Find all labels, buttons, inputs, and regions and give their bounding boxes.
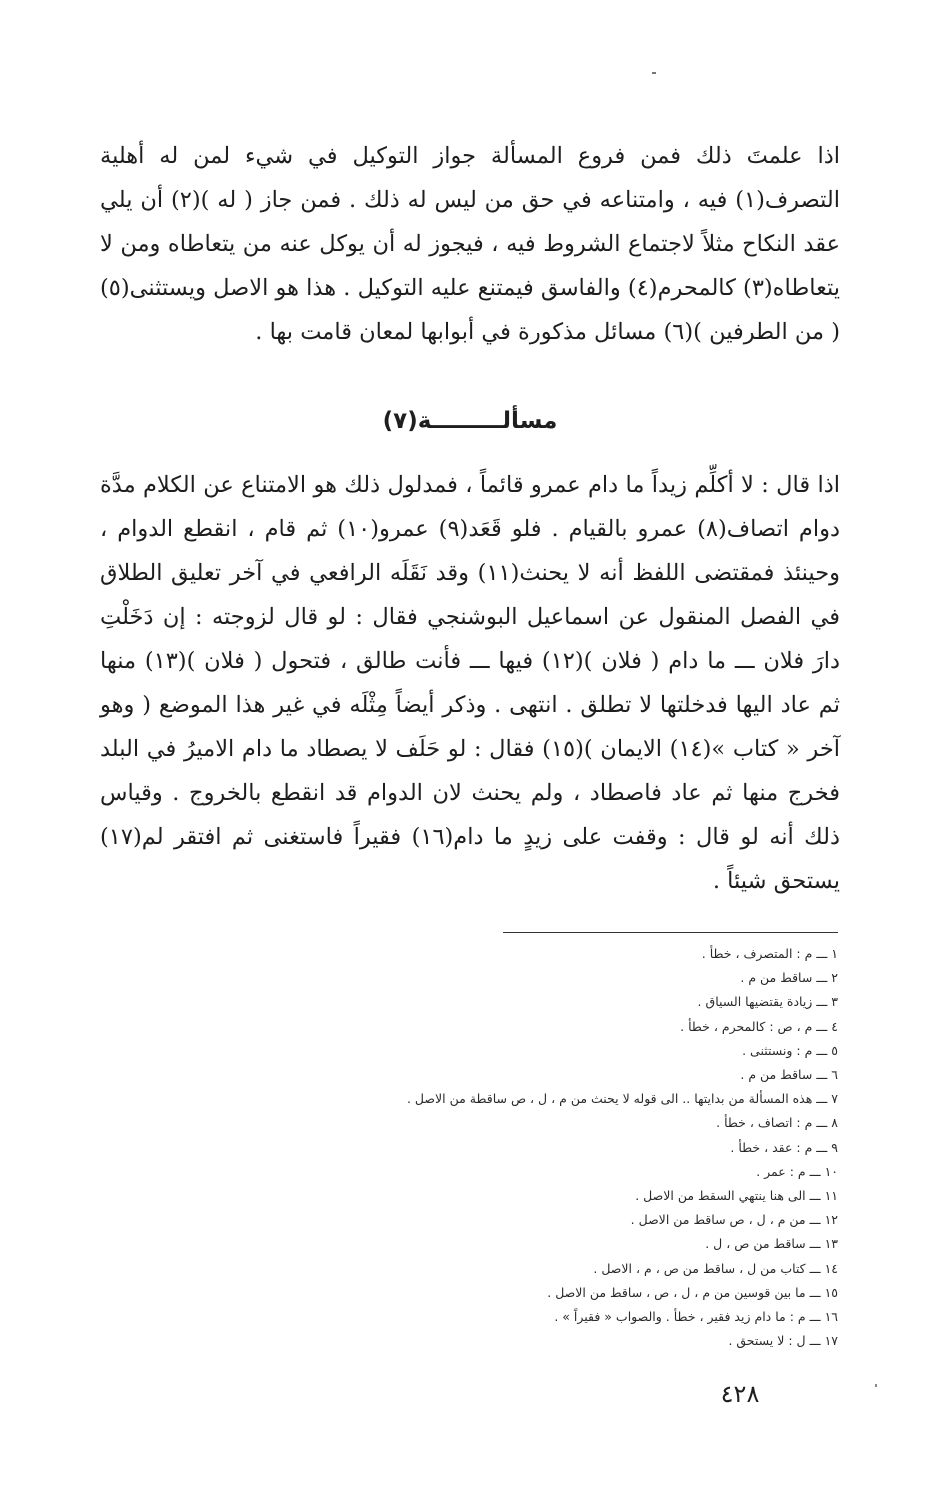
footnote-item: ١٧ ـــ ل : لا يستحق . bbox=[728, 1333, 838, 1349]
footnote-item: ١٠ ـــ م : عمر . bbox=[756, 1163, 838, 1179]
footnote-item: ٤ ـــ م ، ص : كالمحرم ، خطأ . bbox=[680, 1018, 838, 1034]
page-number: ٤٢٨ bbox=[720, 1380, 760, 1408]
footnote-item: ٥ ـــ م : ونستثنى . bbox=[742, 1042, 838, 1058]
footnote-item: ١ ـــ م : المتصرف ، خطأ . bbox=[701, 946, 838, 961]
footnote-item: ٣ ـــ زيادة يقتضيها السياق . bbox=[697, 994, 838, 1010]
footnote-item: ٧ ـــ هذه المسألة من بدايتها .. الى قوله لا يحنث من م ، ل ، ص ساقطة من الاصل . bbox=[406, 1091, 838, 1107]
body-paragraph-1: اذا علمتَ ذلك فمن فروع المسألة جواز التوكيل في شيء لمن له أهلية التصرف(١) فيه ، وامتناعه في حق من ليس له ذلك . فمن جاز ( له )(٢) أن يلي عقد النكاح مثلاً لاجتماع الشروط فيه ، فيجوز له أن يوكل عنه من يتعاطاه ومن لا يتعاطاه(٣) كالمحرم(٤) والفاسق فيمتنع عليه التوكيل . هذا هو الاصل ويستثنى(٥) ( من الطرفين )(٦) مسائل مذكورة في أبوابها لمعان قامت بها . bbox=[100, 143, 840, 345]
footnote-item: ١٤ ـــ كتاب من ل ، ساقط من ص ، م ، الاصل . bbox=[593, 1260, 838, 1276]
footnote-item: ٦ ـــ ساقط من م . bbox=[740, 1067, 838, 1083]
footnote-separator bbox=[503, 932, 838, 933]
section-heading: مسألـــــــــة(٧) bbox=[382, 408, 558, 434]
footnote-item: ١٥ ـــ ما بين قوسين من م ، ل ، ص ، ساقط من الاصل . bbox=[547, 1284, 838, 1300]
footnotes-list bbox=[278, 942, 838, 1353]
footnote-item: ٩ ـــ م : عقد ، خطأ . bbox=[730, 1139, 838, 1155]
footnote-item: ١٣ ـــ ساقط من ص ، ل . bbox=[705, 1236, 838, 1252]
footnote-item: ١٦ ـــ م : ما دام زيد فقير ، خطأ . والصواب « فقيراً » . bbox=[554, 1309, 838, 1325]
scan-speck bbox=[875, 1384, 877, 1387]
body-paragraph-2: اذا قال : لا أكلِّم زيداً ما دام عمرو قائماً ، فمدلول ذلك هو الامتناع عن الكلام مدَّة دوام اتصاف(٨) عمرو بالقيام . فلو قَعَد(٩) عمرو(١٠) ثم قام ، انقطع الدوام ، وحينئذ فمقتضى اللفظ أنه لا يحنث(١١) وقد نَقَلَه الرافعي في آخر تعليق الطلاق في الفصل المنقول عن اسماعيل البوشنجي فقال : لو قال لزوجته : إن دَخَلْتِ دارَ فلان ـــ ما دام ( فلان )(١٢) فيها ـــ فأنت طالق ، فتحول ( فلان )(١٣) منها ثم عاد اليها فدخلتها لا تطلق . انتهى . وذكر أيضاً مِثْلَه في غير هذا الموضع ( وهو آخر « كتاب »(١٤) الايمان )(١٥) فقال : لو حَلَف لا يصطاد ما دام الاميرُ في البلد فخرج منها ثم عاد فاصطاد ، ولم يحنث لان الدوام قد انقطع بالخروج . وقياس ذلك أنه لو قال : وقفت على زيدٍ ما دام(١٦) فقيراً فاستغنى ثم افتقر لم(١٧) يستحق شيئاً . bbox=[100, 472, 841, 894]
footnote-item: ٢ ـــ ساقط من م . bbox=[740, 970, 838, 986]
footnote-item: ١٢ ـــ من م ، ل ، ص ساقط من الاصل . bbox=[630, 1212, 838, 1228]
footnote-item: ٨ ـــ م : اتصاف ، خطأ . bbox=[716, 1115, 838, 1131]
scan-speck bbox=[652, 72, 656, 74]
footnote-item: ١١ ـــ الى هنا ينتهي السقط من الاصل . bbox=[635, 1188, 838, 1204]
